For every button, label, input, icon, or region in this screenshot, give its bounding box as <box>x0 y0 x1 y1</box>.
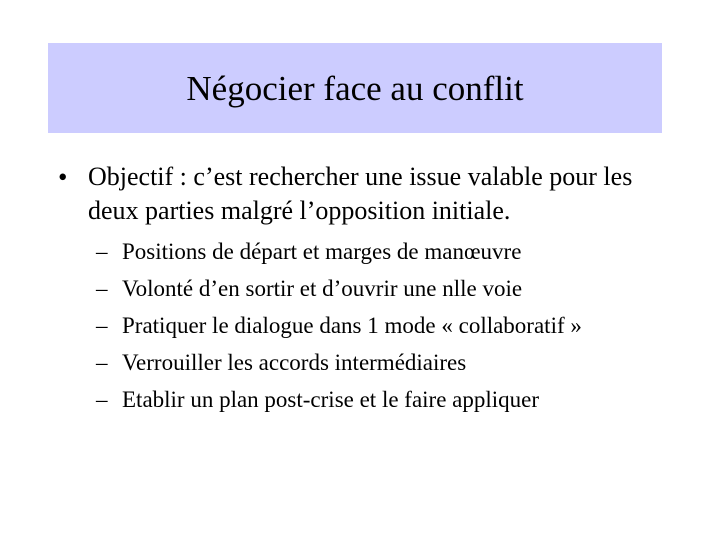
main-bullet-text: Objectif : c’est rechercher une issue valable pour les deux parties malgré l’opposition initiale. <box>88 162 633 225</box>
dash-icon: – <box>96 387 108 412</box>
slide-title: Négocier face au conflit <box>186 68 524 108</box>
bullet-dot-icon: • <box>58 162 68 192</box>
sub-bullet-list <box>58 233 688 418</box>
sub-bullet-text: Volonté d’en sortir et d’ouvrir une nlle voie <box>122 276 523 301</box>
title-box <box>48 43 662 133</box>
sub-bullet <box>96 344 688 381</box>
sub-bullet-text: Pratiquer le dialogue dans 1 mode « collaboratif » <box>122 313 582 338</box>
sub-bullet-text: Positions de départ et marges de manœuvre <box>122 239 522 264</box>
sub-bullet-text: Verrouiller les accords intermédiaires <box>122 350 467 375</box>
dash-icon: – <box>96 239 108 264</box>
sub-bullet <box>96 381 688 418</box>
sub-bullet <box>96 233 688 270</box>
dash-icon: – <box>96 313 108 338</box>
sub-bullet <box>96 270 688 307</box>
main-bullet <box>58 160 688 228</box>
dash-icon: – <box>96 276 108 301</box>
sub-bullet-text: Etablir un plan post-crise et le faire appliquer <box>122 387 540 412</box>
sub-bullet <box>96 307 688 344</box>
slide-body <box>58 160 688 418</box>
dash-icon: – <box>96 350 108 375</box>
